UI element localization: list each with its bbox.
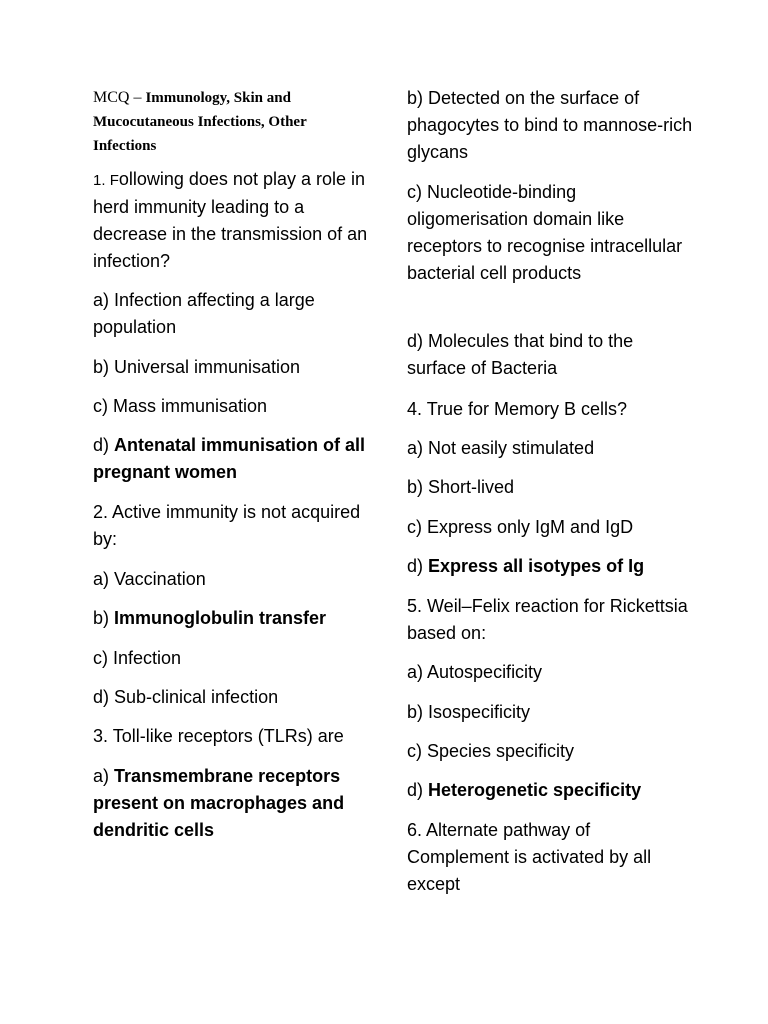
q3-option-a-answer: Transmembrane receptors present on macrophages and dendritic cells <box>93 766 345 840</box>
question-1-text: ollowing does not play a role in herd immunity leading to a decrease in the transmission of an infection? <box>93 169 368 271</box>
q1-option-d-answer: Antenatal immunisation of all pregnant women <box>93 435 366 482</box>
q5-option-d <box>407 777 641 804</box>
q1-option-d <box>93 432 373 486</box>
question-1 <box>93 166 373 275</box>
q5-option-d-prefix: d) <box>407 780 429 800</box>
q4-option-a: a) Not easily stimulated <box>407 438 595 458</box>
question-3: 3. Toll-like receptors (TLRs) are <box>93 726 344 746</box>
q3-option-c: c) Nucleotide-binding oligomerisation domain like receptors to recognise intracellular bacterial cell products <box>407 182 683 283</box>
q4-option-d-answer: Express all isotypes of Ig <box>428 556 645 576</box>
q5-option-a: a) Autospecificity <box>407 662 543 682</box>
question-6: 6. Alternate pathway of Complement is activated by all except <box>407 820 652 894</box>
title-prefix: MCQ – <box>93 89 146 106</box>
q2-option-b-prefix: b) <box>93 608 115 628</box>
q4-option-c: c) Express only IgM and IgD <box>407 517 634 537</box>
q2-option-a: a) Vaccination <box>93 569 206 589</box>
question-1-number: 1. <box>93 172 110 189</box>
q4-option-b: b) Short-lived <box>407 477 515 497</box>
q4-option-d <box>407 553 644 580</box>
question-5: 5. Weil–Felix reaction for Rickettsia based on: <box>407 596 688 643</box>
q1-option-a: a) Infection affecting a large population <box>93 290 315 337</box>
question-1-first-letter: F <box>109 172 119 189</box>
q2-option-b-answer: Immunoglobulin transfer <box>114 608 327 628</box>
q3-option-a-prefix: a) <box>93 766 115 786</box>
q2-option-b <box>93 605 326 632</box>
q2-option-d: d) Sub-clinical infection <box>93 687 279 707</box>
q3-option-d: d) Molecules that bind to the surface of Bacteria <box>407 331 634 378</box>
question-4: 4. True for Memory B cells? <box>407 399 628 419</box>
document-title <box>93 86 363 158</box>
q1-option-b: b) Universal immunisation <box>93 357 301 377</box>
q1-option-c: c) Mass immunisation <box>93 396 268 416</box>
q4-option-d-prefix: d) <box>407 556 429 576</box>
q5-option-b: b) Isospecificity <box>407 702 531 722</box>
question-2: 2. Active immunity is not acquired by: <box>93 502 361 549</box>
q5-option-d-answer: Heterogenetic specificity <box>428 780 642 800</box>
title-bold: Immunology, Skin and Mucocutaneous Infections, Other Infections <box>93 90 307 154</box>
q3-option-a <box>93 763 373 844</box>
q2-option-c: c) Infection <box>93 648 182 668</box>
q3-option-b: b) Detected on the surface of phagocytes to bind to mannose-rich glycans <box>407 88 693 162</box>
q1-option-d-prefix: d) <box>93 435 115 455</box>
q5-option-c: c) Species specificity <box>407 741 575 761</box>
